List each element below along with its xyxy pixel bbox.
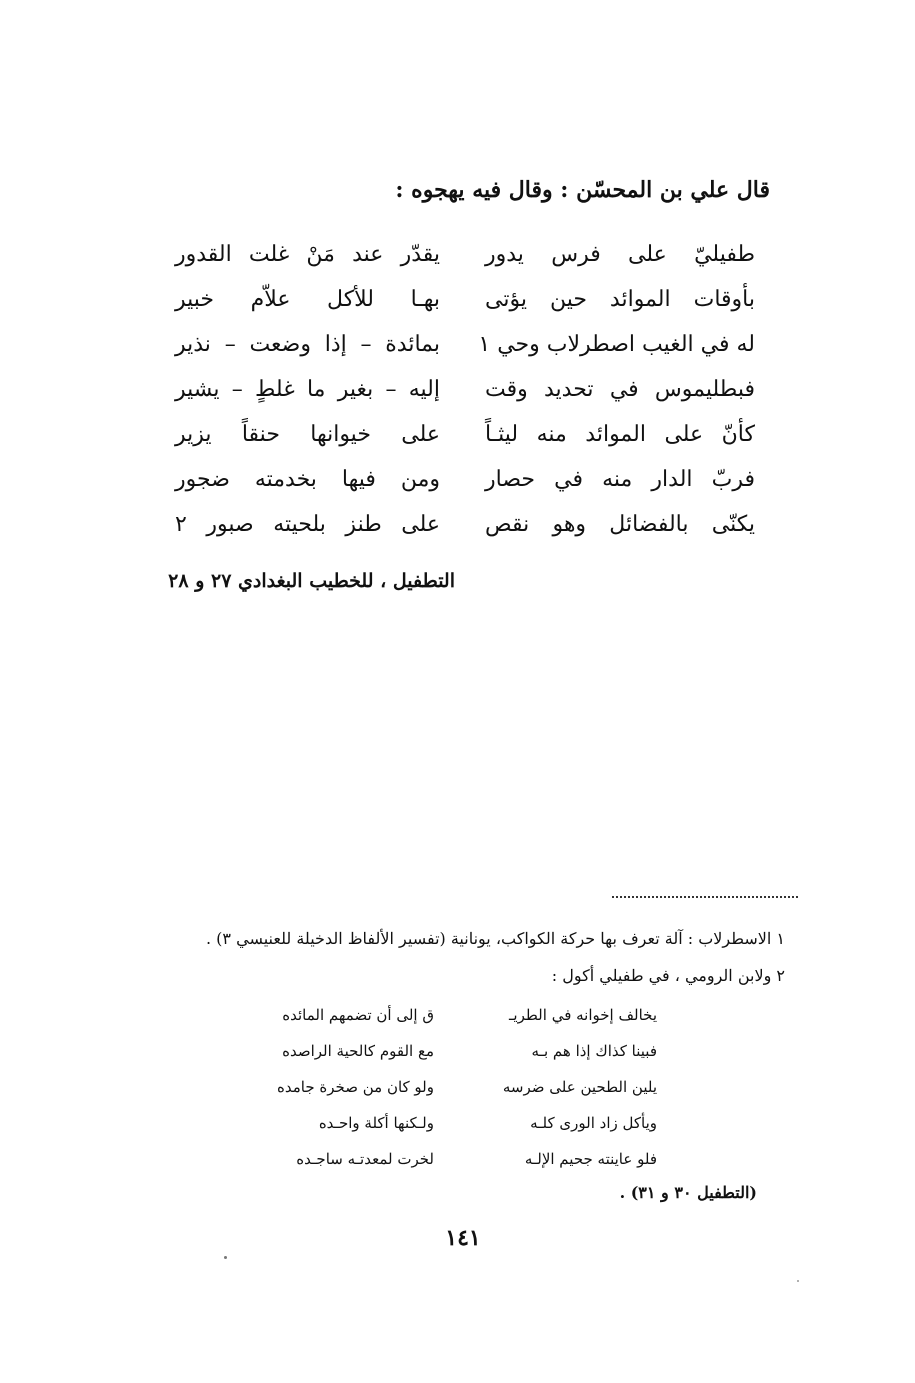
footnote-verse xyxy=(257,997,657,1033)
footnote-verse-first: يخالف إخوانه في الطريـ xyxy=(509,1006,657,1024)
footnote-verse-first: فبينا كذاك إذا هم بـه xyxy=(531,1042,657,1060)
footnote-poem xyxy=(257,997,657,1177)
footnote-verse-second: ق إلى أن تضمهم المائده xyxy=(282,1006,434,1024)
source-citation: التطفيل ، للخطيب البغدادي ٢٧ و ٢٨ xyxy=(168,570,455,592)
footnote-verse-second: لخرت لمعدتـه ساجـده xyxy=(296,1150,434,1168)
poem-verse xyxy=(175,277,755,322)
intro-line: قال علي بن المحسّن : وقال فيه يهجوه : xyxy=(395,177,770,203)
print-speck xyxy=(224,1256,227,1259)
verse-first-hemistich: فربّ الدار منه في حصار xyxy=(485,467,755,492)
poem-verse xyxy=(175,502,755,547)
footnote-verse xyxy=(257,1141,657,1177)
verse-second-hemistich: إليه – بغير ما غلطٍ – يشير xyxy=(175,377,440,402)
poem-verse xyxy=(175,367,755,412)
main-poem xyxy=(175,232,755,547)
footnote-verse xyxy=(257,1033,657,1069)
verse-second-hemistich: على طنز بلحيته صبور ٢ xyxy=(175,512,440,537)
footnote-divider xyxy=(612,896,798,898)
footnote-reference: (التطفيل ٣٠ و ٣١) . xyxy=(619,1183,757,1202)
footnote-verse xyxy=(257,1069,657,1105)
page-number: ١٤١ xyxy=(445,1225,481,1251)
verse-first-hemistich: طفيليّ على فرس يدور xyxy=(485,242,755,267)
verse-second-hemistich: ومن فيها بخدمته ضجور xyxy=(175,467,440,492)
footnote-verse-first: يلين الطحين على ضرسه xyxy=(502,1078,657,1096)
verse-first-hemistich: كأنّ على الموائد منه ليثـاً xyxy=(485,422,755,447)
poem-verse xyxy=(175,412,755,457)
verse-first-hemistich: يكنّى بالفضائل وهو نقص xyxy=(485,512,755,537)
verse-second-hemistich: بمائدة – إذا وضعت – نذير xyxy=(175,332,440,357)
footnote-1: ١ الاسطرلاب : آلة تعرف بها حركة الكواكب، يونانية (تفسير الألفاظ الدخيلة للعنيسي ٣) . xyxy=(206,929,785,948)
poem-verse xyxy=(175,457,755,502)
poem-verse xyxy=(175,322,755,367)
footnote-verse xyxy=(257,1105,657,1141)
footnote-verse-second: ولـكنها أكلة واحـده xyxy=(318,1114,434,1132)
verse-second-hemistich: على خيوانها حنقاً يزير xyxy=(175,422,440,447)
verse-second-hemistich: يقدّر عند مَنْ غلت القدور xyxy=(175,242,440,267)
footnote-verse-first: ويأكل زاد الورى كلـه xyxy=(530,1114,657,1132)
footnote-verse-first: فلو عاينته جحيم الإلـه xyxy=(524,1150,657,1168)
verse-first-hemistich: له في الغيب اصطرلاب وحي ١ xyxy=(478,332,755,357)
poem-verse xyxy=(175,232,755,277)
footnote-2: ٢ ولابن الرومي ، في طفيلي أكول : xyxy=(551,966,785,985)
footnote-verse-second: ولو كان من صخرة جامده xyxy=(277,1078,434,1096)
verse-first-hemistich: بأوقات الموائد حين يؤتى xyxy=(485,287,755,312)
print-speck xyxy=(797,1280,799,1282)
verse-first-hemistich: فبطليموس في تحديد وقت xyxy=(485,377,755,402)
footnote-verse-second: مع القوم كالحية الراصده xyxy=(282,1042,434,1060)
verse-second-hemistich: بهـا للأكل علاّم خبير xyxy=(175,287,440,312)
